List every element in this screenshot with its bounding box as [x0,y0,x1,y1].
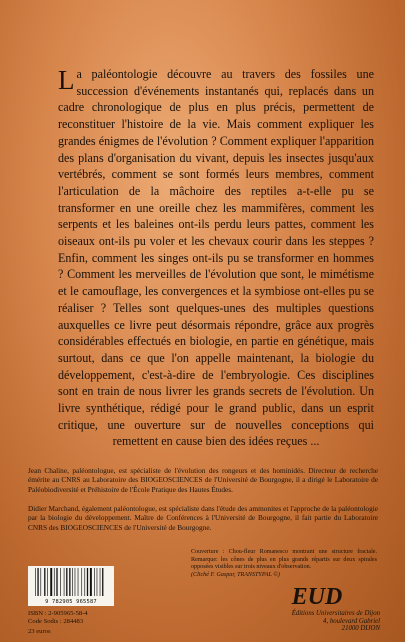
sodis-code: Code Sodis : 284483 [28,617,84,625]
barcode [28,566,114,606]
author-name: Jean Chaline [28,466,68,475]
barcode-bar [47,568,48,596]
barcode-bar [69,568,70,596]
author-bio-marchand [28,504,378,532]
author-bio-chaline [28,466,378,494]
barcode-bar [102,568,103,596]
author-bio-text: , également paléontologue, est spécialiste dans l'étude des ammonites et l'approche de la paléontologie par la biologie du développement. Maître de Conférences à l'Université de Bourgogne, il fait partie du Laboratoire CNRS des BIOGEOSCIENCES de l'Université de Bourgogne. [28,504,378,532]
barcode-bar [35,568,36,596]
barcode-bar [37,568,38,596]
barcode-bar [81,568,82,596]
barcode-bar [50,568,52,596]
barcode-bar [97,568,98,596]
publisher-address: 4, boulevard Gabriel [323,617,380,625]
barcode-bar [64,568,65,596]
publisher-city: 21000 DIJON [341,625,380,633]
barcode-bar [87,568,88,596]
blurb-body: a paléontologie découvre au travers des fossiles une succession d'événements instantanés qui, replacés dans un cadre chronologique de plus en plus précis, permettent de reconstituer l'histoire de la vie. Mais comment expliquer les grandes énigmes de l'évolution ? Comment expliquer l'apparition des plans d'organisation du vivant, depuis les insectes jusqu'aux vertébrés, comment se sont formés leurs membres, comment l'articulation de la mâchoire des reptiles a-t-elle pu se transformer en une oreille chez les mammifères, comment les serpents et les baleines ont-ils perdu leurs pattes, comment les oiseaux ont-ils pu voler et les chevaux courir dans les steppes ? Enfin, comment les singes ont-ils pu se transformer en hommes ? Comment les merveilles de l'évolution que sont, le mimétisme et le camouflage, les convergences et la symbiose ont-elles pu se réaliser ? Telles sont quelques-unes des multiples questions auxquelles ce livre peut désormais répondre, grâce aux progrès considérables effectués en biologie, en partie en génétique, mais surtout, dans ce que l'on appelle maintenant, la biologie du développement, c'est-à-dire de l'embryologie. Ces disciplines sont en train de nous livrer les grands secrets de l'évolution. Un livre synthétique, rédigé pour le grand public, dans un esprit critique, une ouverture sur de nouvelles conceptions qui remettent en cause bien des idées reçues ... [58,67,374,449]
barcode-digits: 9 782905 965587 [45,599,97,605]
eud-logo [291,580,343,610]
barcode-bars [34,568,108,598]
barcode-bar [66,568,67,596]
barcode-bar [78,568,79,596]
blurb-text [58,66,374,450]
logo-text: EUD [291,584,343,610]
publisher-name: Éditions Universitaires de Dijon [291,610,380,617]
author-bio-text: , paléontologue, est spécialiste de l'évolution des rongeurs et des hominidés. Directeur de recherche émérite au CNRS au Laboratoire des BIOGEOSCIENCES de l'Université de Bourgogne, il a dirigé le Laboratoire de Paléobiodiversité et Préhistoire de l'École Pratique des Hautes Études. [28,466,378,494]
photo-credit: (Cliché F. Gaspar, TRANSTYPAL ©) [191,571,280,578]
barcode-bar [94,568,95,596]
book-codes [28,610,88,625]
barcode-bar [90,568,92,596]
isbn: ISBN : 2-905965-58-4 [28,610,88,617]
publisher-info [240,610,380,633]
barcode-bar [100,568,101,596]
cover-caption [191,549,377,579]
price: 23 euros [28,628,51,635]
barcode-bar [60,568,61,596]
author-name: Didier Marchand [28,504,79,513]
barcode-bar [56,568,57,596]
caption-text: Couverture : Chou-fleur Romanesco montrant une structure fractale. Remarque: les cônes de plus en plus grands répartis sur deux spirales opposées visibles sur trois niveaux d'observation. [191,549,377,571]
barcode-bar [54,568,55,596]
barcode-bar [40,568,41,596]
barcode-bar [72,568,73,596]
barcode-bar [84,568,85,596]
barcode-bar [44,568,45,596]
drop-cap: L [58,65,75,95]
barcode-bar [75,568,76,596]
